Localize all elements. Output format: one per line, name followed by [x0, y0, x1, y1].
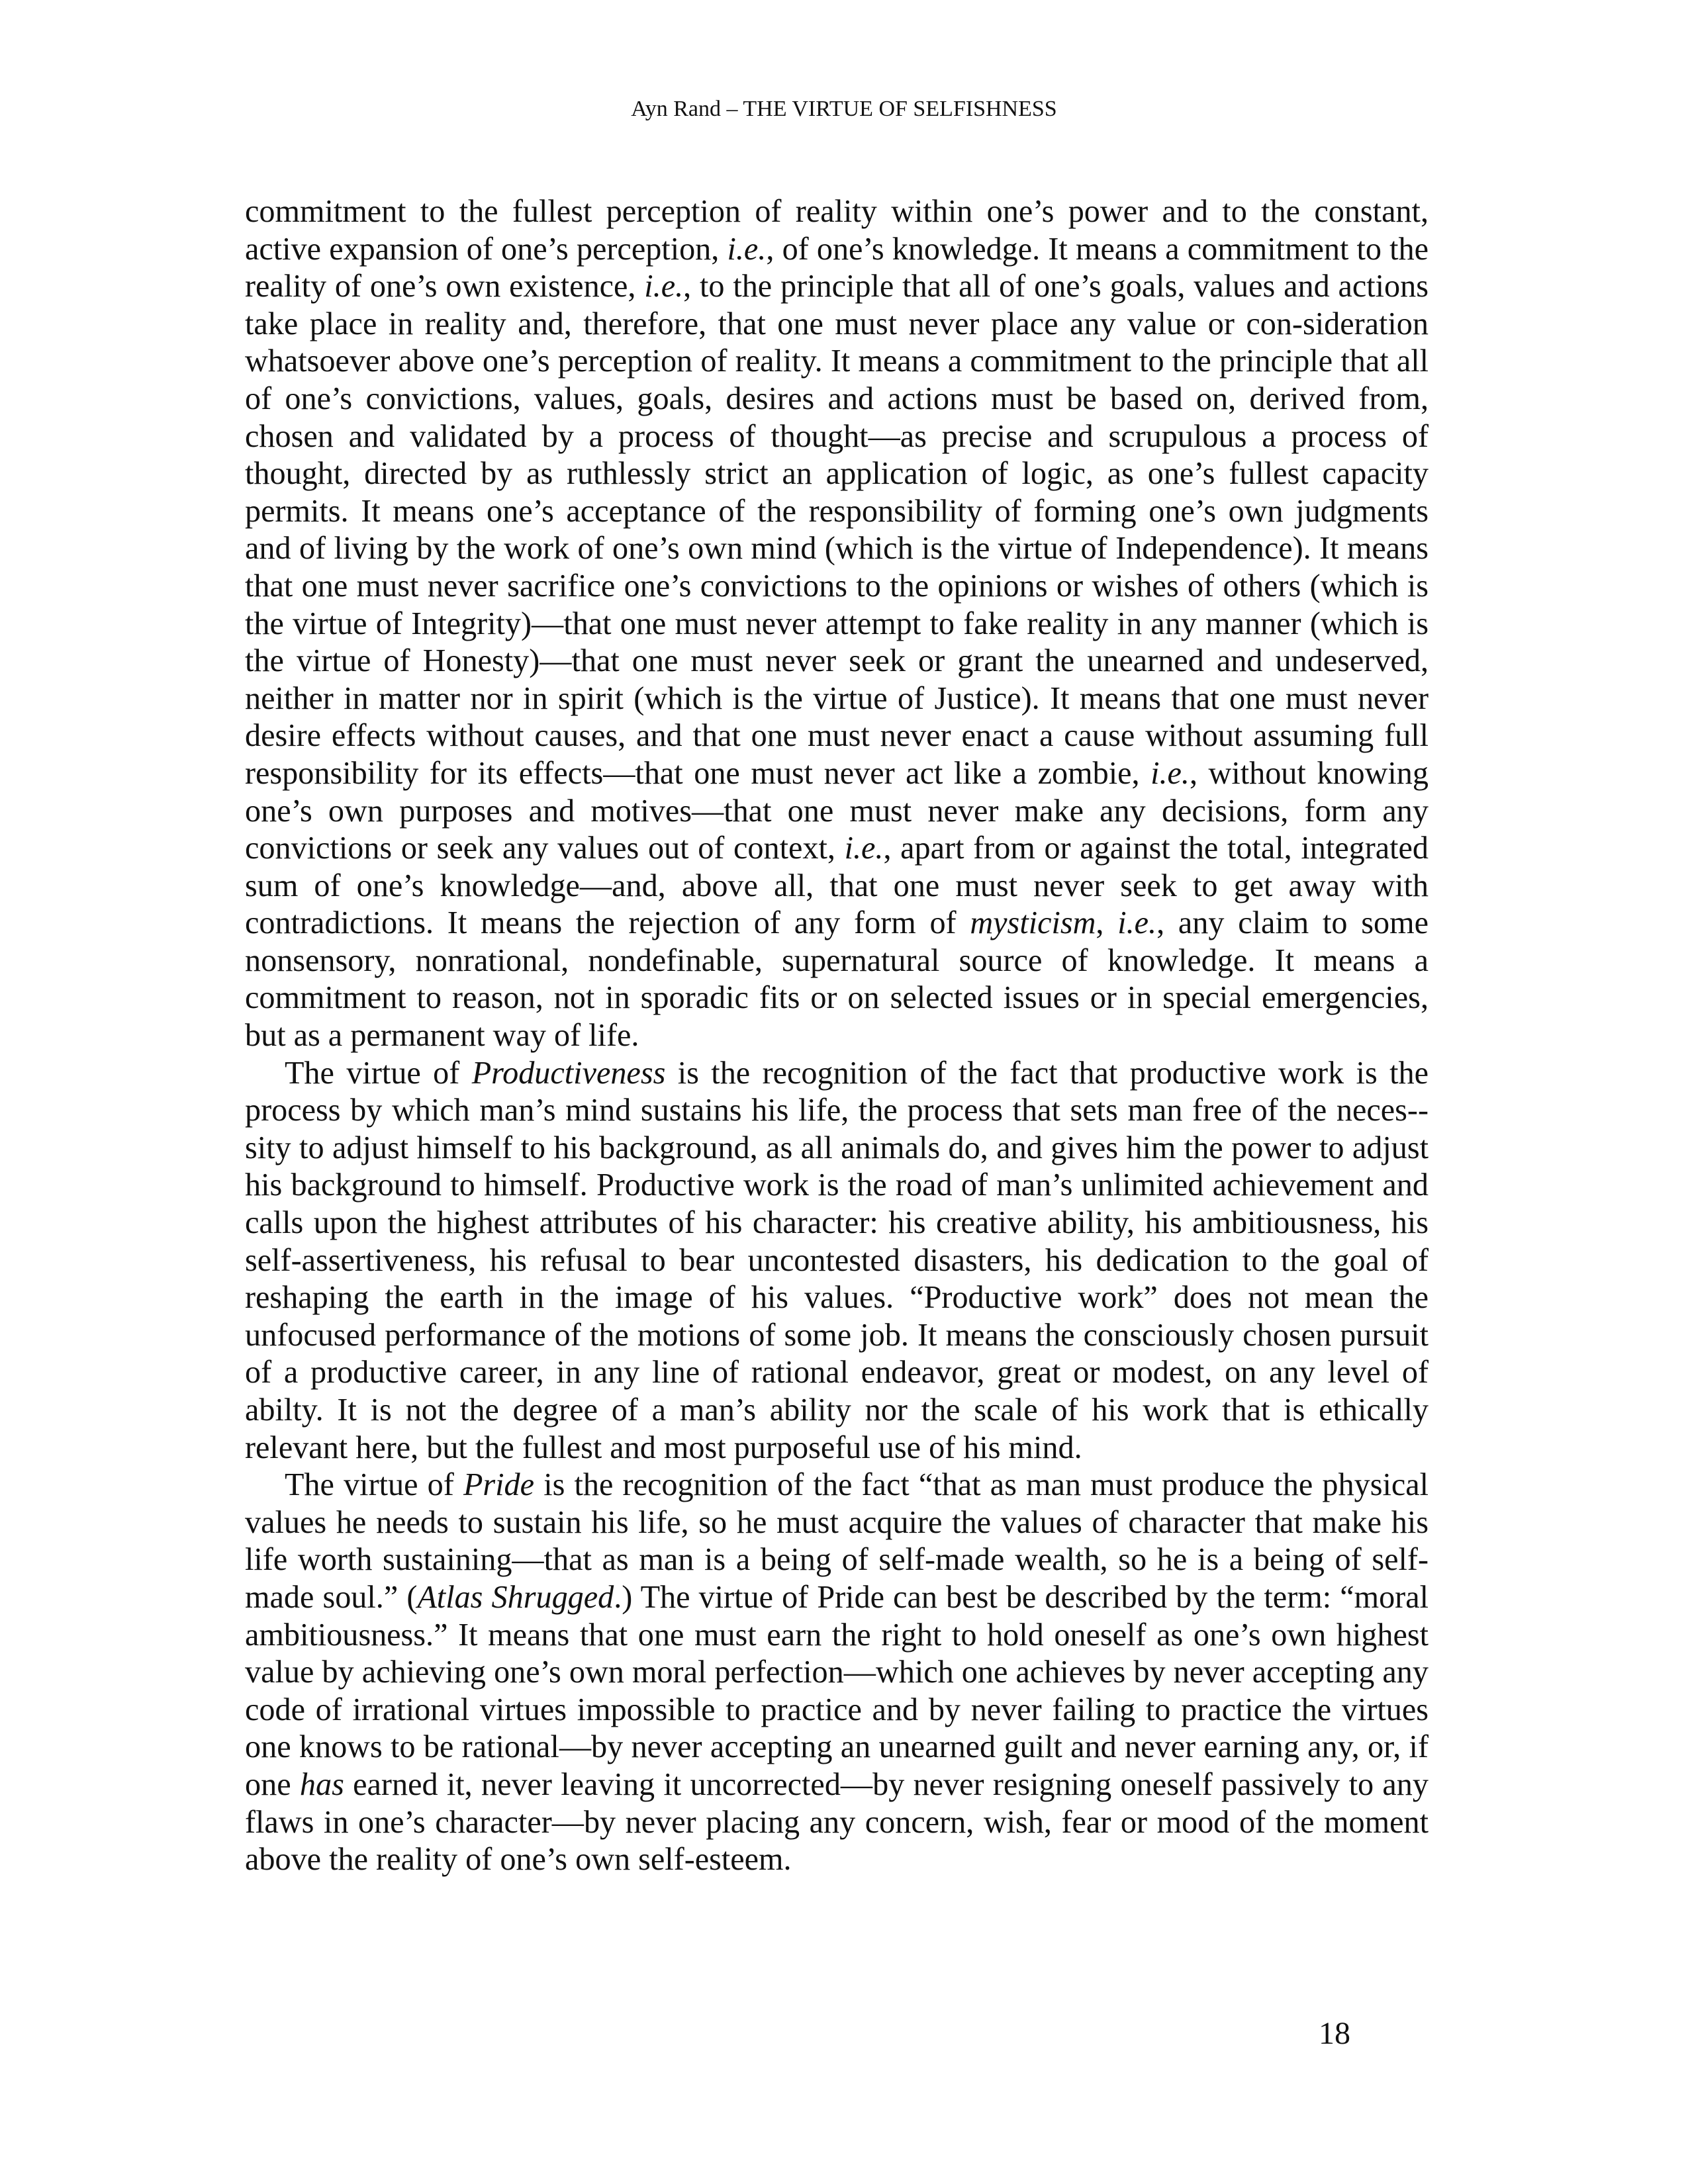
italic-text-run: i.e.	[844, 831, 884, 866]
italic-text-run: i.e.	[1150, 755, 1190, 791]
paragraph-productiveness	[245, 1055, 1429, 1467]
italic-text-run: i.e.	[727, 231, 767, 267]
text-run: .) The virtue of Pride can best be described by the term: “moral ambitiousness.” It means that one must earn the right to hold oneself as one’s own highest value by achieving one’s own moral perfection—which one achieves by never accepting any code of irrational virtues impossible to practice and by never failing to practice the virtues one knows to be rational—by never accepting an unearned guilt and never earning any, or, if one	[245, 1579, 1429, 1802]
text-run: commitment to the fullest perception of reality within one’s power and to the constant, active expansion of one’s perception,	[245, 194, 1429, 267]
italic-text-run: Pride	[463, 1467, 535, 1503]
paragraph-rationality-continued	[245, 193, 1429, 1055]
text-run: , any claim to some nonsensory, nonrational, nondefinable, supernatural source of knowledge. It means a commitment to reason, not in sporadic fits or on selected issues or in special emergencies, but as a permanent way of life.	[245, 905, 1429, 1054]
paragraph-pride	[245, 1467, 1429, 1879]
text-run: The virtue of	[285, 1055, 472, 1091]
text-run: The virtue of	[285, 1467, 463, 1503]
text-run: ,	[1096, 905, 1118, 941]
text-run: is the recognition of the fact “that as man must produce the physical values he needs to sustain his life, so he must acquire the values of character that make his life worth sustaining—that as man is a being of self-made wealth, so he is a being of self-made soul.” (	[245, 1467, 1429, 1615]
italic-text-run: Atlas Shrugged	[417, 1579, 614, 1615]
italic-text-run: has	[299, 1766, 344, 1802]
italic-text-run: Productiveness	[471, 1055, 666, 1091]
text-run: earned it, never leaving it uncorrected—by never resigning oneself passively to any flaws in one’s character—by never placing any concern, wish, fear or mood of the moment above the reality of one’s own self-esteem.	[245, 1766, 1429, 1878]
page-number: 18	[1319, 2016, 1350, 2051]
running-header: Ayn Rand – THE VIRTUE OF SELFISHNESS	[631, 97, 1057, 121]
italic-text-run: mysticism	[970, 905, 1096, 941]
italic-text-run: i.e.	[1117, 905, 1157, 941]
text-run: , to the principle that all of one’s goals, values and actions take place in reality and, therefore, that one must never place any value or con-sideration whatsoever above one’s perception of reality. It means a commitment to the principle that all of one’s convictions, values, goals, desires and actions must be based on, derived from, chosen and validated by a process of thought—as precise and scrupulous a process of thought, directed by as ruthlessly strict an application of logic, as one’s fullest capacity permits. It means one’s acceptance of the responsibility of forming one’s own judgments and of living by the work of one’s own mind (which is the virtue of Independence). It means that one must never sacrifice one’s convictions to the opinions or wishes of others (which is the virtue of Integrity)—that one must never attempt to fake reality in any manner (which is the virtue of Honesty)—that one must never seek or grant the unearned and undeserved, neither in matter nor in spirit (which is the virtue of Justice). It means that one must never desire effects without causes, and that one must never enact a cause without assuming full responsibility for its effects—that one must never act like a zombie,	[245, 269, 1429, 791]
text-run: , without knowing one’s own purposes and motives—that one must never make any decisions, form any convictions or seek any values out of context,	[245, 755, 1429, 866]
text-run: , of one’s knowledge. It means a commitment to the reality of one’s own existence,	[245, 231, 1429, 304]
italic-text-run: i.e.	[644, 269, 684, 304]
text-run: is the recognition of the fact that productive work is the process by which man’s mind sustains his life, the process that sets man free of the neces-sity to adjust himself to his background, as all animals do, and gives him the power to adjust his background to himself. Productive work is the road of man’s unlimited achievement and calls upon the highest attributes of his character: his creative ability, his ambitiousness, his self-assertiveness, his refusal to bear uncontested disasters, his dedication to the goal of reshaping the earth in the image of his values. “Productive work” does not mean the unfocused performance of the motions of some job. It means the consciously chosen pursuit of a productive career, in any line of rational endeavor, great or modest, on any level of abilty. It is not the degree of a man’s ability nor the scale of his work that is ethically relevant here, but the fullest and most purposeful use of his mind.	[245, 1055, 1429, 1465]
body-text	[245, 193, 1429, 1879]
text-run: , apart from or against the total, integrated sum of one’s knowledge—and, above all, that one must never seek to get away with contradictions. It means the rejection of any form of	[245, 831, 1429, 941]
